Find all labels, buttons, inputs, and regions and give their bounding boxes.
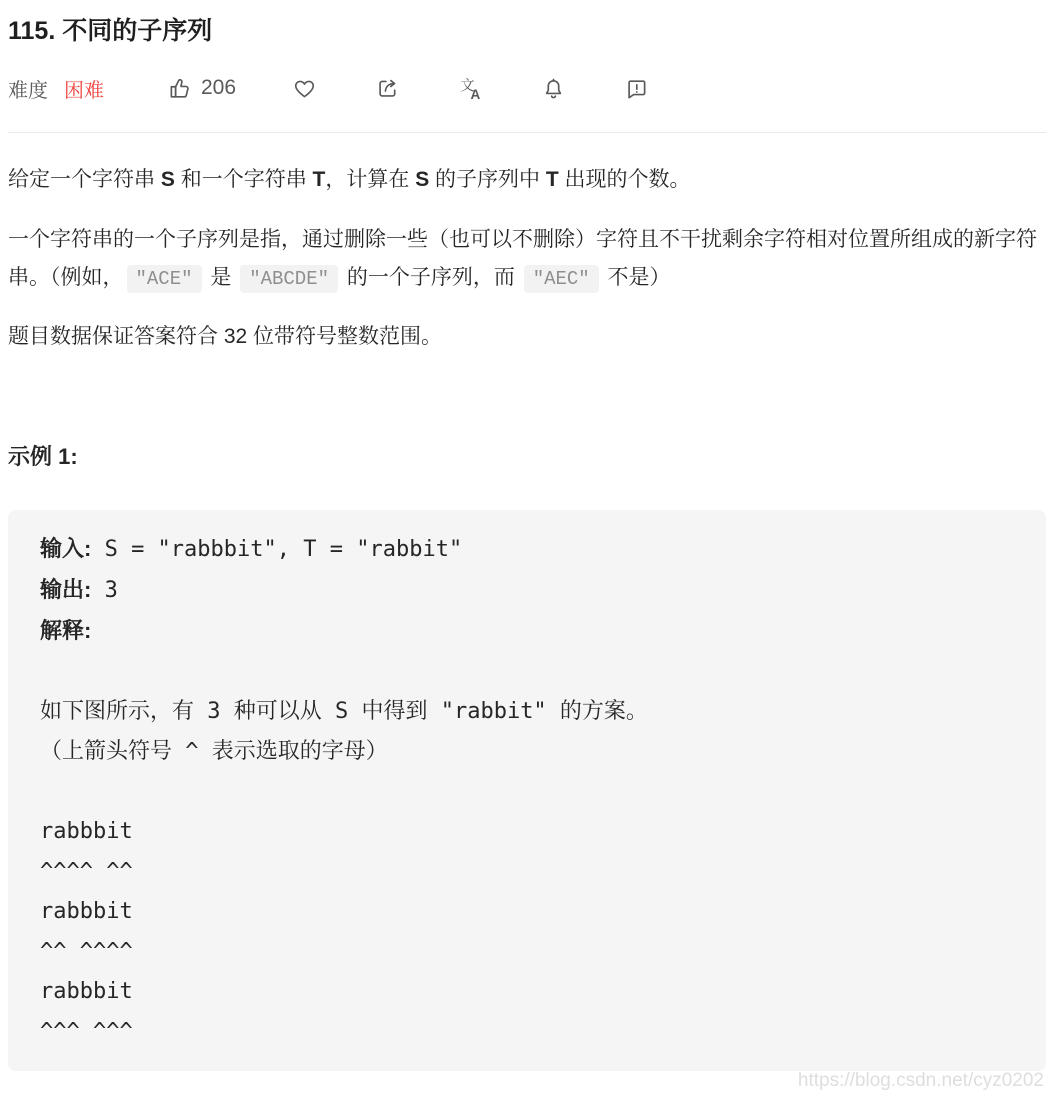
example-code-line: rabbbit: [40, 979, 133, 1004]
difficulty-label: 难度: [8, 79, 48, 102]
feedback-button[interactable]: [624, 76, 649, 101]
svg-text:文: 文: [460, 78, 475, 95]
inline-code: "ACE": [127, 265, 202, 293]
example-code-line: [40, 611, 1014, 652]
text-segment: 的一个子序列，而: [341, 266, 521, 289]
problem-title: 115. 不同的子序列: [8, 17, 213, 45]
translate-button[interactable]: [458, 76, 483, 101]
bold-term: T: [312, 168, 326, 191]
text-segment: 给定一个字符串: [8, 168, 161, 191]
example-code-line: ^^^ ^^^: [40, 1019, 133, 1044]
share-button[interactable]: [375, 76, 400, 101]
feedback-icon: [624, 76, 649, 101]
problem-statement: [8, 161, 1046, 199]
example-code-line: [40, 652, 1014, 692]
example-code-line: [40, 772, 1014, 812]
text-segment: 是: [204, 266, 238, 289]
example-code-line: rabbbit: [40, 899, 133, 924]
text-segment: 的子序列中: [429, 168, 546, 191]
problem-meta-row: [8, 74, 1046, 102]
example-line-label: 解释:: [40, 618, 92, 643]
favorite-button[interactable]: [292, 76, 317, 101]
inline-code: "ABCDE": [240, 265, 338, 293]
thumbs-up-icon: [167, 76, 192, 101]
example-code-line: 输出: 3: [40, 577, 118, 603]
svg-text:A: A: [470, 86, 481, 101]
text-segment: 和一个字符串: [174, 168, 313, 191]
example-code-block: [8, 510, 1046, 1071]
like-count: 206: [201, 76, 237, 99]
text-segment: ，计算在: [325, 168, 416, 191]
watermark: https://blog.csdn.net/cyz0202: [797, 1070, 1044, 1091]
example-code-line: 如下图所示，有 3 种可以从 S 中得到 "rabbit" 的方案。: [40, 699, 648, 724]
example-code-line: ^^^^ ^^: [40, 859, 133, 884]
text-segment: 一个字符串的一个子序列是指，通过删除一些（也可以不删除）字符且不干扰剩余字符相对位置所组成的新字符串。（例如，: [8, 228, 1037, 289]
text-segment: 出现的个数。: [558, 168, 691, 191]
example-code-line: ^^ ^^^^: [40, 939, 133, 964]
example-code-line: 输入: S = "rabbbit", T = "rabbit": [40, 536, 463, 562]
bold-term: S: [160, 168, 175, 191]
example-code-line: （上箭头符号 ^ 表示选取的字母）: [40, 739, 388, 764]
bold-term: S: [415, 168, 430, 191]
example-line-label: 输出:: [40, 577, 92, 602]
subsequence-definition: [8, 221, 1046, 298]
translate-icon: [458, 76, 483, 101]
like-button[interactable]: [167, 76, 236, 101]
heart-icon: [292, 76, 317, 101]
example-code-line: rabbbit: [40, 819, 133, 844]
example-line-label: 输入:: [40, 536, 92, 561]
bold-term: T: [545, 168, 559, 191]
inline-code: "AEC": [524, 265, 599, 293]
subscribe-button[interactable]: [541, 76, 566, 101]
example-heading: 示例 1:: [8, 444, 78, 469]
constraint-note: 题目数据保证答案符合 32 位带符号整数范围。: [8, 325, 443, 348]
divider: [8, 132, 1046, 133]
share-icon: [375, 76, 400, 101]
bell-icon: [541, 76, 566, 101]
difficulty-badge: 困难: [64, 79, 104, 102]
text-segment: 不是）: [601, 266, 671, 289]
